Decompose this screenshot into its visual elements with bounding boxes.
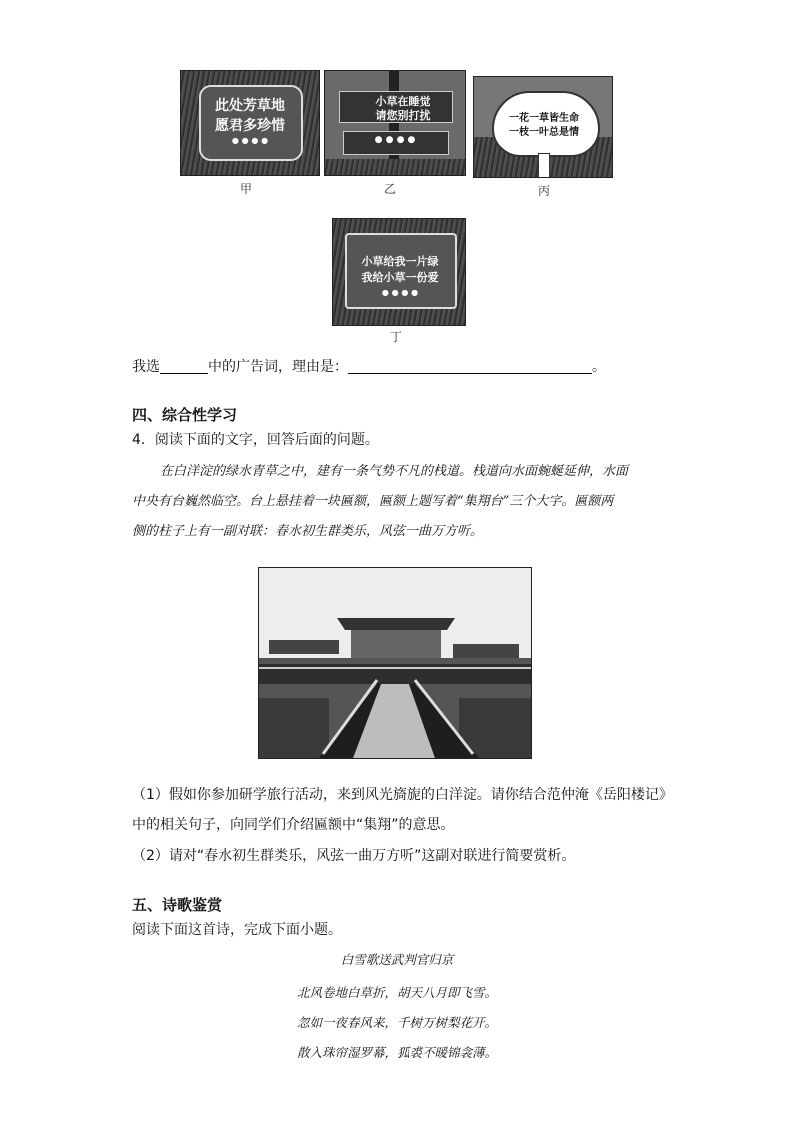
section4-question: 4．阅读下面的文字，回答后面的问题。 [132, 432, 379, 448]
sign-text-jia-1: 此处芳草地 [215, 98, 285, 114]
caption-ding: 丁 [390, 330, 403, 344]
section5-instruction: 阅读下面这首诗，完成下面小题。 [132, 922, 342, 938]
sign-text-ding-2: 我给小草一份爱 [361, 271, 439, 284]
caption-bing: 丙 [538, 184, 551, 198]
question-1-line-2: 中的相关句子，向同学们介绍匾额中“集翔”的意思。 [132, 817, 455, 833]
answer-prompt-end: 。 [592, 359, 606, 375]
answer-prompt [132, 357, 606, 377]
passage-line-2: 中央有台巍然临空。台上悬挂着一块匾额，匾额上题写着“集翔台”三个大字。匾额两 [132, 494, 614, 509]
sign-text-bing-2: 一枝一叶总是情 [509, 127, 579, 138]
sign-text-bing-1: 一花一草皆生命 [509, 113, 579, 124]
boardwalk-photo [258, 567, 532, 759]
answer-prompt-part1: 我选 [132, 359, 160, 375]
sign-text-jia-2: 愿君多珍惜 [215, 118, 285, 134]
sign-photo-jia [180, 70, 320, 176]
sign-text-ding-1: 小草给我一片绿 [361, 255, 439, 268]
sign-photo-yi [324, 70, 466, 176]
section5-title: 五、诗歌鉴赏 [132, 896, 223, 914]
answer-blank-reason[interactable] [348, 359, 592, 374]
answer-prompt-part2: 中的广告词，理由是： [208, 359, 348, 375]
answer-blank-choice[interactable] [160, 359, 208, 374]
passage-line-1: 在白洋淀的绿水青草之中，建有一条气势不凡的栈道。栈道向水面蜿蜒延伸，水面 [160, 464, 629, 479]
sign-photo-ding [332, 218, 466, 326]
sign-text-yi-2: 请您别打扰 [375, 109, 431, 122]
poem-line-1: 北风卷地白草折，胡天八月即飞雪。 [296, 985, 497, 1000]
grass-yi [325, 159, 465, 175]
boardwalk-illustration [259, 568, 531, 758]
sign-text-yi-1: 小草在睡觉 [375, 95, 431, 108]
poem-line-2: 忽如一夜春风来，千树万树梨花开。 [296, 1015, 497, 1030]
sign-icons-jia: ● ● ● ● [231, 135, 269, 145]
question-1-line-1: （1）假如你参加研学旅行活动，来到风光旖旎的白洋淀。请你结合范仲淹《岳阳楼记》 [132, 787, 673, 803]
section4-title: 四、综合性学习 [132, 406, 238, 424]
sign-post-bing [538, 153, 550, 178]
sign-icons-ding: ● ● ● ● [381, 287, 419, 297]
poem-line-3: 散入珠帘湿罗幕，狐裘不暖锦衾薄。 [296, 1045, 497, 1060]
question-2: （2）请对“春水初生群类乐，风弦一曲万方听”这副对联进行简要赏析。 [132, 848, 576, 864]
poem-title: 白雪歌送武判官归京 [340, 952, 454, 967]
sign-icons-yi: ● ● ● ● [374, 135, 416, 145]
caption-jia: 甲 [240, 182, 253, 196]
sign-photo-bing [473, 76, 613, 178]
passage-line-3: 侧的柱子上有一副对联：春水初生群类乐，风弦一曲万方听。 [132, 524, 484, 539]
caption-yi: 乙 [384, 182, 397, 196]
